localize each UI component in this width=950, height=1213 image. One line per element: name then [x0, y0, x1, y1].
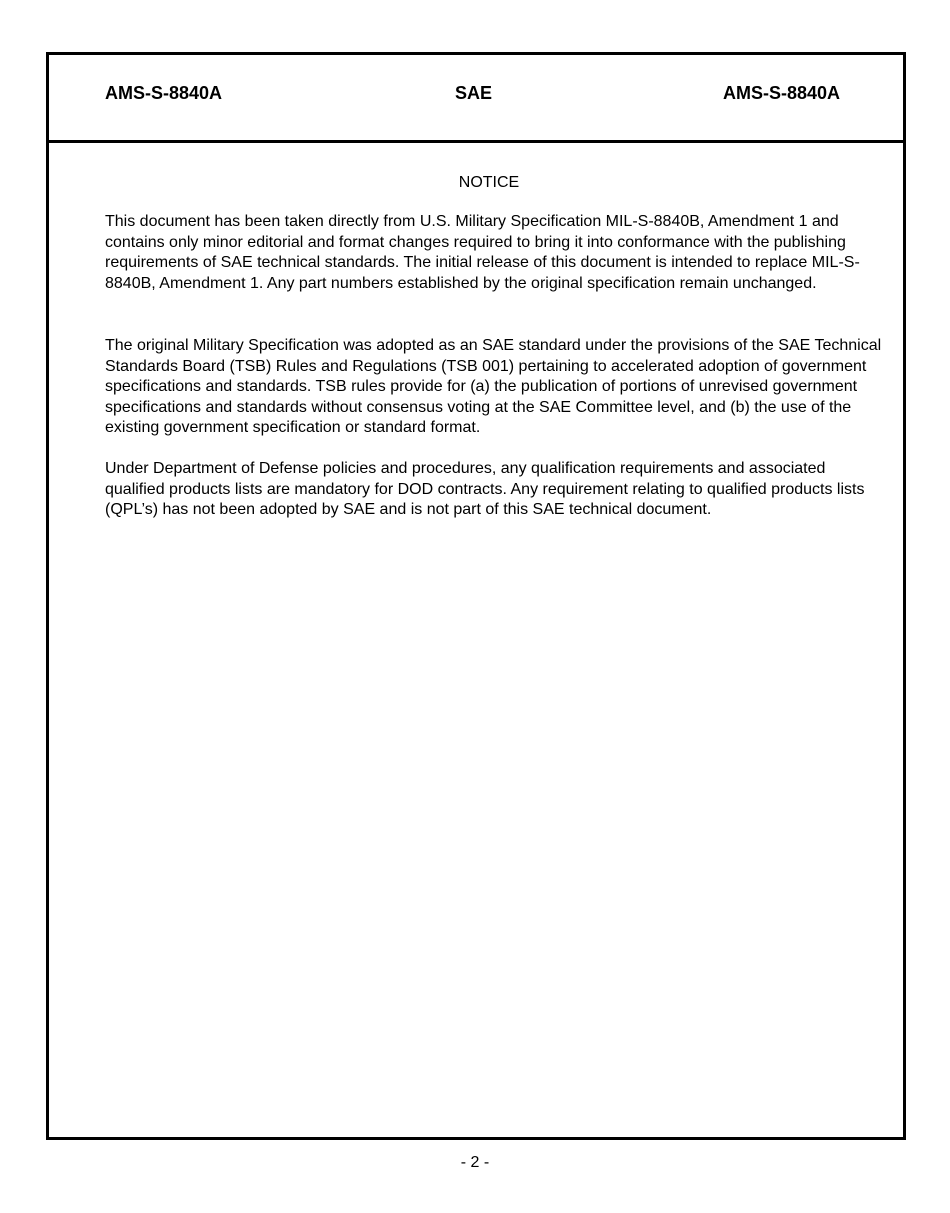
- header-organization: SAE: [455, 83, 493, 103]
- notice-paragraph: Under Department of Defense policies and procedures, any qualification requirements and associated qualified products lists are mandatory for DOD contracts. Any requirement relating to qualified products lists (QPL’s) has not been adopted by SAE and is not part of this SAE technical document.: [105, 460, 865, 519]
- notice-paragraph: The original Military Specification was adopted as an SAE standard under the provisions of the SAE Technical Standards Board (TSB) Rules and Regulations (TSB 001) pertaining to accelerated adoption of government specifications and standards. TSB rules provide for (a) the publication of portions of unrevised government specifications and standards without consensus voting at the SAE Committee level, and (b) the use of the existing government specification or standard format.: [105, 337, 882, 437]
- page-frame: [46, 52, 906, 1140]
- notice-heading: NOTICE: [458, 174, 520, 191]
- document-header: [49, 55, 903, 143]
- header-doc-number-left: AMS-S-8840A: [105, 83, 223, 103]
- notice-paragraph: This document has been taken directly from U.S. Military Specification MIL-S-8840B, Amendment 1 and contains only minor editorial and format changes required to bring it into conformance with the publishing requirements of SAE technical standards. The initial release of this document is intended to replace MIL-S-8840B, Amendment 1. Any part numbers established by the original specification remain unchanged.: [105, 213, 860, 292]
- page-number: - 2 -: [460, 1154, 490, 1171]
- header-doc-number-right: AMS-S-8840A: [723, 83, 841, 103]
